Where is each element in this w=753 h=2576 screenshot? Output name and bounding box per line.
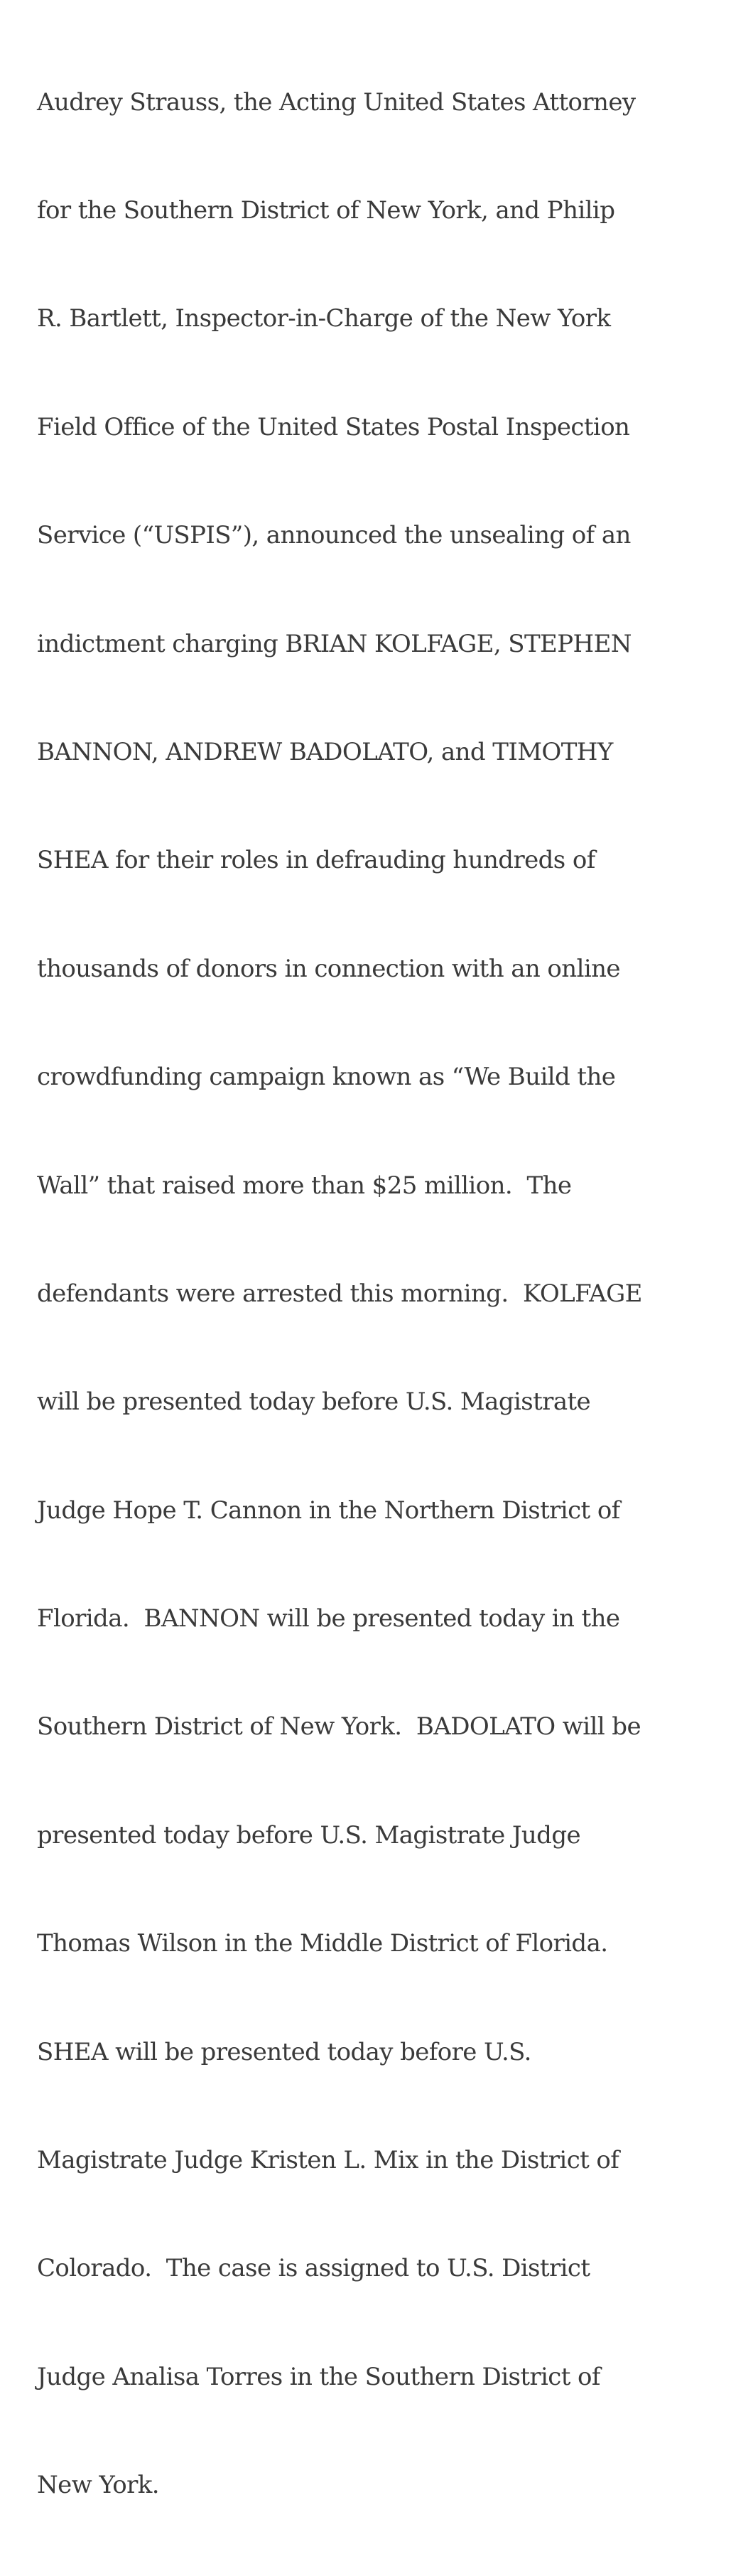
document-body [37, 12, 747, 2576]
text-line: Southern District of New York. BADOLATO will be [37, 1712, 641, 1742]
text-line: R. Bartlett, Inspector-in-Charge of the New York [37, 304, 611, 333]
text-line: indictment charging BRIAN KOLFAGE, STEPHEN [37, 629, 632, 658]
text-line: Judge Analisa Torres in the Southern District of [37, 2362, 600, 2391]
text-line: Florida. BANNON will be presented today in the [37, 1604, 620, 1633]
text-line: crowdfunding campaign known as “We Build the [37, 1063, 616, 1092]
text-line: Judge Hope T. Cannon in the Northern District of [37, 1496, 620, 1525]
text-line: will be presented today before U.S. Magistrate [37, 1388, 591, 1417]
text-line: Thomas Wilson in the Middle District of Florida. [37, 1929, 608, 1958]
text-line: SHEA will be presented today before U.S. [37, 2037, 531, 2066]
text-line: presented today before U.S. Magistrate Judge [37, 1820, 581, 1850]
text-line: New York. [37, 2471, 160, 2500]
text-line: Audrey Strauss, the Acting United States Attorney [37, 87, 636, 117]
text-line: BANNON, ANDREW BADOLATO, and TIMOTHY [37, 737, 613, 766]
text-line: Colorado. The case is assigned to U.S. District [37, 2254, 590, 2283]
text-line: for the Southern District of New York, and Philip [37, 195, 615, 225]
text-line: defendants were arrested this morning. KOLFAGE [37, 1279, 642, 1308]
text-line: Field Office of the United States Postal Inspection [37, 412, 630, 441]
press-release-paragraph [37, 12, 747, 2576]
text-line: SHEA for their roles in defrauding hundreds of [37, 846, 595, 875]
text-line: Service (“USPIS”), announced the unsealing of an [37, 521, 631, 550]
text-line: Wall” that raised more than $25 million. The [37, 1171, 572, 1200]
text-line: thousands of donors in connection with an online [37, 954, 620, 983]
text-line: Magistrate Judge Kristen L. Mix in the District of [37, 2146, 619, 2175]
